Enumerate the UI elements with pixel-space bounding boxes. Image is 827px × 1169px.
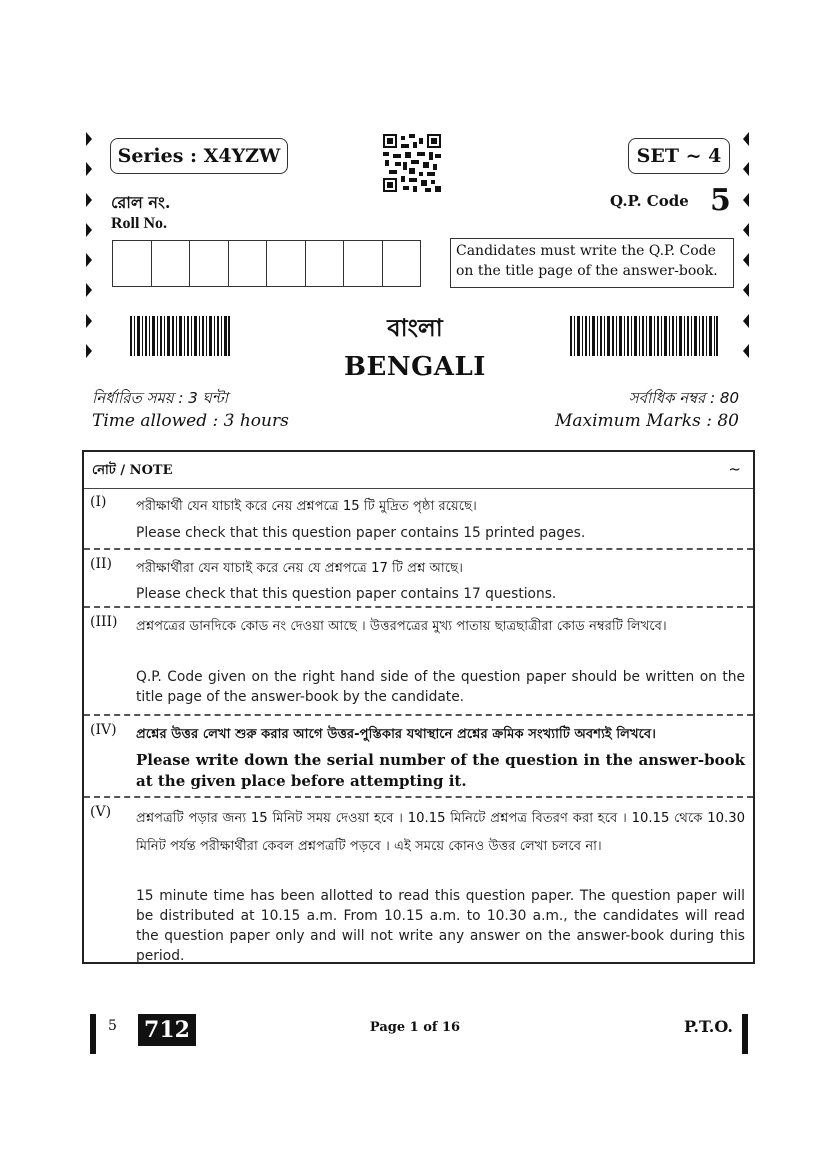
roll-digit-box[interactable] [229, 241, 268, 286]
footer-paper-code: 712 [138, 1014, 196, 1046]
roll-digit-box[interactable] [383, 241, 421, 286]
note-item-number: (III) [90, 614, 118, 630]
qr-code [383, 134, 441, 192]
note-header [84, 452, 753, 489]
note-item [84, 488, 753, 548]
note-title: নোট / NOTE [92, 463, 173, 478]
note-item-number: (IV) [90, 722, 117, 738]
roll-digit-box[interactable] [267, 241, 306, 286]
pto-label: P.T.O. [684, 1017, 733, 1036]
page-number: Page 1 of 16 [369, 1020, 461, 1035]
max-marks-bengali: সর্বাধিক নম্বর : 80 [628, 389, 739, 407]
note-item [84, 606, 753, 714]
qp-code-value: 5 [710, 183, 731, 218]
time-allowed-bengali: নির্ধারিত সময় : 3 ঘন্টা [92, 389, 228, 407]
barcode-left [130, 316, 230, 356]
roll-number-boxes[interactable] [112, 240, 421, 287]
note-item-number: (V) [90, 804, 112, 820]
candidate-instruction-box: Candidates must write the Q.P. Code on the title page of the answer-book. [450, 238, 734, 288]
note-item [84, 714, 753, 796]
note-tilde: ~ [728, 460, 741, 478]
subject-title-english: BENGALI [344, 352, 486, 382]
note-item-english: Q.P. Code given on the right hand side of the question paper should be written on the title page of the answer-book by the candidate. [136, 669, 745, 705]
note-item-bengali: প্রশ্নপত্রটি পড়ার জন্য 15 মিনিট সময় দেওয়া হবে । 10.15 মিনিটে প্রশ্নপত্র বিতরণ করা হবে । 10.15 থেকে 10.30 মিনিট পর্যন্ত পরীক্ষার্থীরা কেবল প্রশ্নপত্রটি পড়বে । এই সময়ে কোনও উত্তর লেখা চলবে না। [136, 811, 745, 854]
left-registration-marks [86, 132, 94, 358]
note-item-bengali: প্রশ্নের উত্তর লেখা শুরু করার আগে উত্তর-পুস্তিকার যথাস্থানে প্রশ্নের ক্রমিক সংখ্যাটি অবশ্যই লিখবে। [136, 727, 656, 742]
roll-label-english: Roll No. [111, 215, 167, 232]
footer-qp-code: 5 [108, 1018, 117, 1034]
subject-title-bengali: বাংলা [387, 314, 443, 342]
note-box [82, 450, 755, 964]
max-marks-english: Maximum Marks : 80 [554, 411, 739, 431]
roll-digit-box[interactable] [152, 241, 191, 286]
roll-label-bengali: রোল নং. [111, 193, 171, 212]
note-item-english: 15 minute time has been allotted to read this question paper. The question paper will be distributed at 10.15 a.m. From 10.15 a.m. to 10.30 a.m., the candidates will read the question paper only and will not write any answer on the answer-book during this period. [136, 888, 745, 964]
qp-code-label: Q.P. Code [610, 192, 689, 210]
set-label: SET ~ 4 [628, 138, 730, 174]
time-allowed-english: Time allowed : 3 hours [92, 411, 289, 431]
note-item [84, 796, 753, 962]
note-item-number: (II) [90, 556, 112, 572]
note-item-english: Please check that this question paper contains 17 questions. [136, 586, 557, 602]
roll-digit-box[interactable] [113, 241, 152, 286]
barcode-right [570, 316, 718, 356]
right-registration-marks [741, 132, 749, 358]
note-item-number: (I) [90, 494, 107, 510]
note-item-bengali: পরীক্ষার্থী যেন যাচাই করে নেয় প্রশ্নপত্রে 15 টি মুদ্রিত পৃষ্ঠা রয়েছে। [136, 499, 477, 514]
note-item [84, 548, 753, 606]
note-item-english: Please check that this question paper contains 15 printed pages. [136, 525, 586, 541]
note-item-bengali: প্রশ্নপত্রের ডানদিকে কোড নং দেওয়া আছে । উত্তরপত্রের মুখ্য পাতায় ছাত্রছাত্রীরা কোড নম্বরটি লিখবে। [136, 619, 667, 634]
roll-digit-box[interactable] [344, 241, 383, 286]
roll-digit-box[interactable] [190, 241, 229, 286]
footer-right-bar [742, 1014, 748, 1054]
note-item-english: Please write down the serial number of the question in the answer-book at the given place before attempting it. [136, 751, 745, 790]
note-item-bengali: পরীক্ষার্থীরা যেন যাচাই করে নেয় যে প্রশ্নপত্রে 17 টি প্রশ্ন আছে। [136, 561, 463, 576]
series-label: Series : X4YZW [110, 138, 288, 174]
footer-left-bar [90, 1014, 96, 1054]
roll-digit-box[interactable] [306, 241, 345, 286]
